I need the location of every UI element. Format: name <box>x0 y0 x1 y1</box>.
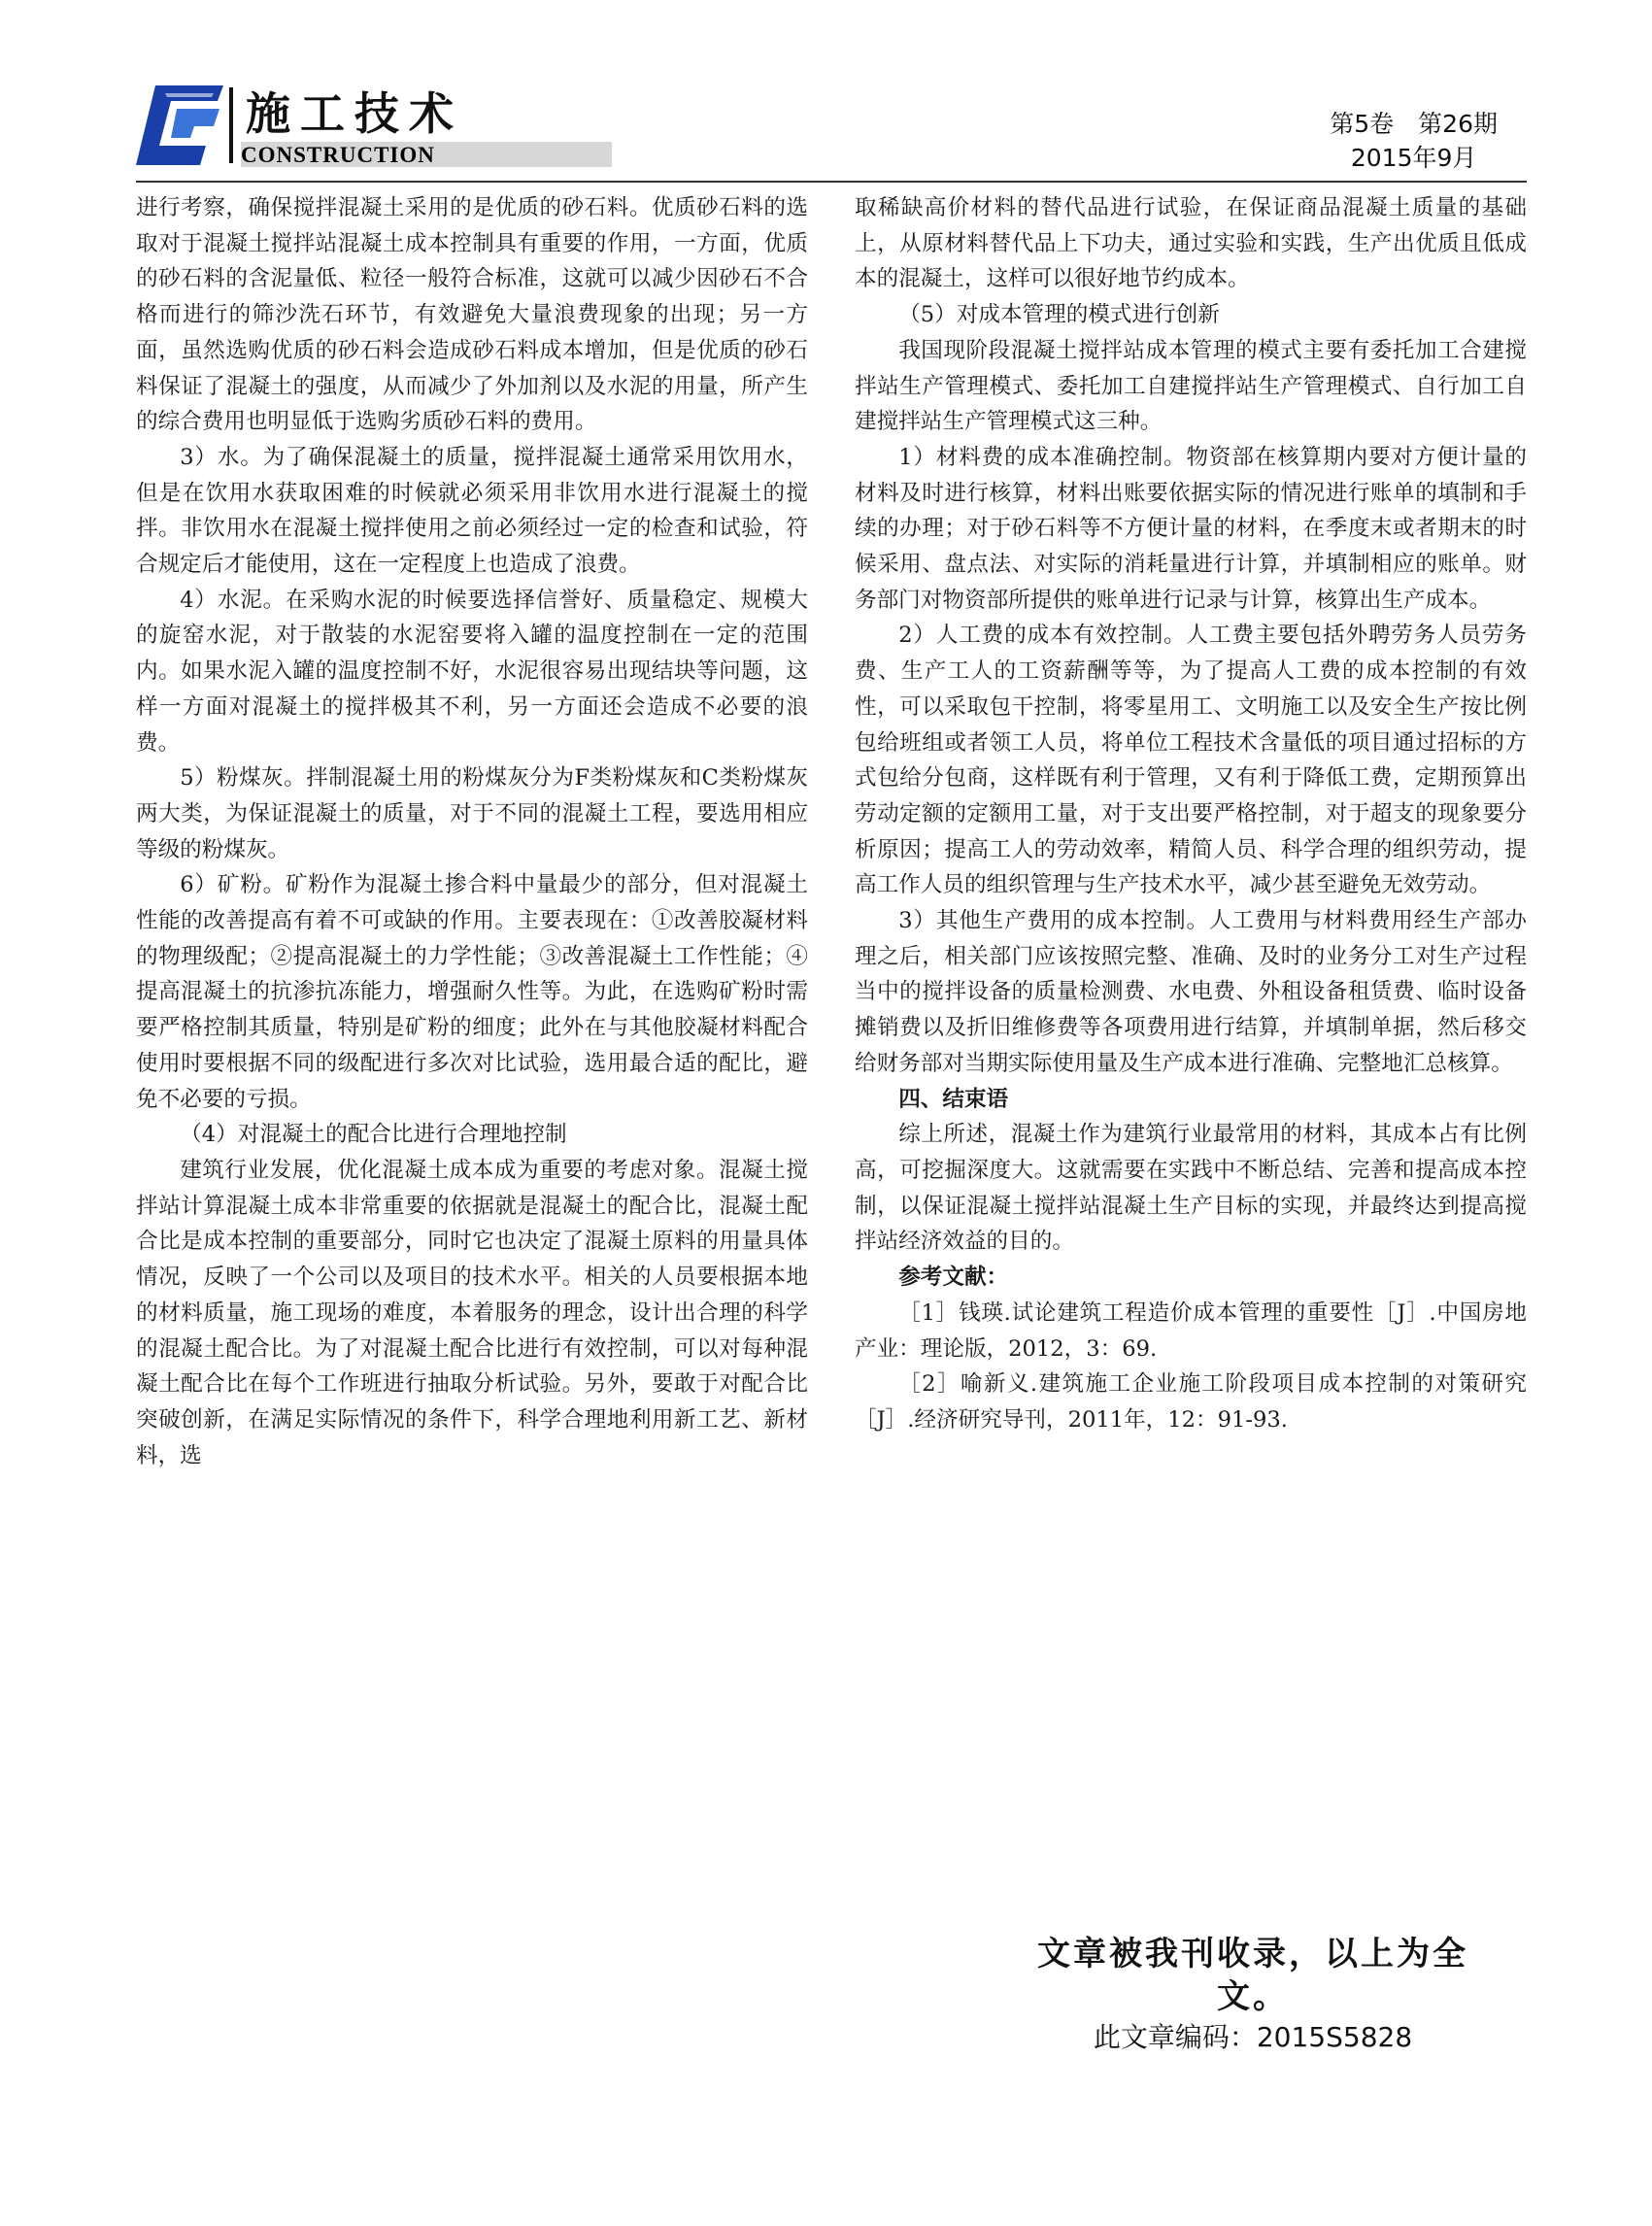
header-rule <box>136 181 1527 183</box>
section-heading: 参考文献： <box>898 1265 1009 1291</box>
paragraph: 5）粉煤灰。拌制混凝土用的粉煤灰分为F类粉煤灰和C类粉煤灰两大类，为保证混凝土的质量，对于不同的混凝土工程，要选用相应等级的粉煤灰。 <box>136 765 808 862</box>
inclusion-notice: 文章被我刊收录，以上为全文。 <box>1037 1935 1468 2016</box>
reference-item: ［2］喻新义.建筑施工企业施工阶段项目成本控制的对策研究［J］.经济研究导刊，2011年，12：91-93. <box>855 1371 1527 1433</box>
paragraph: （5）对成本管理的模式进行创新 <box>898 302 1220 328</box>
paragraph: 2）人工费的成本有效控制。人工费主要包括外聘劳务人员劳务费、生产工人的工资薪酬等等，为了提高人工费的成本控制的有效性，可以采取包干控制，将零星用工、文明施工以及安全生产按比例包给班组或者领工人员，将单位工程技术含量低的项目通过招标的方式包给分包商，这样既有利于管理，又有利于降低工费，定期预算出劳动定额的定额用工量，对于支出要严格控制，对于超支的现象要分析原因；提高工人的劳动效率，精简人员、科学合理的组织劳动，提高工作人员的组织管理与生产技术水平，减少甚至避免无效劳动。 <box>855 623 1527 898</box>
paragraph: （4）对混凝土的配合比进行合理地控制 <box>180 1122 567 1148</box>
issue-date: 2015年9月 <box>1350 144 1477 172</box>
logo-divider <box>229 87 233 163</box>
paragraph: 6）矿粉。矿粉作为混凝土掺合料中量最少的部分，但对混凝土性能的改善提高有着不可或缺的作用。主要表现在：①改善胶凝材料的物理级配；②提高混凝土的力学性能；③改善混凝土工作性能；④提高混凝土的抗渗抗冻能力，增强耐久性等。为此，在选购矿粉时需要严格控制其质量，特别是矿粉的细度；此外在与其他胶凝材料配合使用时要根据不同的级配进行多次对比试验，选用最合适的配比，避免不必要的亏损。 <box>136 872 808 1112</box>
paragraph-continued: 进行考察，确保搅拌混凝土采用的是优质的砂石料。优质砂石料的选取对于混凝土搅拌站混凝土成本控制具有重要的作用，一方面，优质的砂石料的含泥量低、粒径一般符合标准，这就可以减少因砂石不合格而进行的筛沙洗石环节，有效避免大量浪费现象的出现；另一方面，虽然选购优质的砂石料会造成砂石料成本增加，但是优质的砂石料保证了混凝土的强度，从而减少了外加剂以及水泥的用量，所产生的综合费用也明显低于选购劣质砂石料的费用。 <box>136 195 808 435</box>
footer-notice <box>1010 1933 1496 2057</box>
left-column <box>136 190 808 1473</box>
paragraph: 我国现阶段混凝土搅拌站成本管理的模式主要有委托加工合建搅拌站生产管理模式、委托加工自建搅拌站生产管理模式、自行加工自建搅拌站生产管理模式这三种。 <box>855 337 1527 435</box>
volume-issue: 第5卷 第26期 <box>1330 110 1498 138</box>
reference-item: ［1］钱瑛.试论建筑工程造价成本管理的重要性［J］.中国房地产业：理论版，2012，3：69. <box>855 1299 1527 1362</box>
issue-info <box>1330 107 1498 175</box>
journal-title-cn: 施工技术 <box>246 87 463 140</box>
article-code: 此文章编码：2015S5828 <box>1093 2021 1413 2053</box>
paragraph: 3）水。为了确保混凝土的质量，搅拌混凝土通常采用饮用水，但是在饮用水获取困难的时候就必须采用非饮用水进行混凝土的搅拌。非饮用水在混凝土搅拌使用之前必须经过一定的检查和试验，符合规定后才能使用，这在一定程度上也造成了浪费。 <box>136 444 808 578</box>
paragraph: 4）水泥。在采购水泥的时候要选择信誉好、质量稳定、规模大的旋窑水泥，对于散装的水泥窑要将入罐的温度控制在一定的范围内。如果水泥入罐的温度控制不好，水泥很容易出现结块等问题，这样一方面对混凝土的搅拌极其不利，另一方面还会造成不必要的浪费。 <box>136 587 808 756</box>
journal-header <box>136 68 1525 177</box>
paragraph-continued: 取稀缺高价材料的替代品进行试验，在保证商品混凝土质量的基础上，从原材料替代品上下功夫，通过实验和实践，生产出优质且低成本的混凝土，这样可以很好地节约成本。 <box>855 195 1527 292</box>
journal-title-en: CONSTRUCTION <box>241 142 612 167</box>
right-column <box>855 190 1527 1438</box>
paragraph: 1）材料费的成本准确控制。物资部在核算期内要对方便计量的材料及时进行核算，材料出账要依据实际的情况进行账单的填制和手续的办理；对于砂石料等不方便计量的材料，在季度末或者期末的时候采用、盘点法、对实际的消耗量进行计算，并填制相应的账单。财务部门对物资部所提供的账单进行记录与计算，核算出生产成本。 <box>855 444 1527 613</box>
paragraph: 综上所述，混凝土作为建筑行业最常用的材料，其成本占有比例高，可挖掘深度大。这就需要在实践中不断总结、完善和提高成本控制，以保证混凝土搅拌站混凝土生产目标的实现，并最终达到提高搅拌站经济效益的目的。 <box>855 1122 1527 1255</box>
journal-logo-icon <box>136 85 223 165</box>
paragraph: 3）其他生产费用的成本控制。人工费用与材料费用经生产部办理之后，相关部门应该按照完整、准确、及时的业务分工对生产过程当中的搅拌设备的质量检测费、水电费、外租设备租赁费、临时设备摊销费以及折旧维修费等各项费用进行结算，并填制单据，然后移交给财务部对当期实际使用量及生产成本进行准确、完整地汇总核算。 <box>855 908 1527 1076</box>
paragraph: 建筑行业发展，优化混凝土成本成为重要的考虑对象。混凝土搅拌站计算混凝土成本非常重要的依据就是混凝土的配合比，混凝土配合比是成本控制的重要部分，同时它也决定了混凝土原料的用量具体情况，反映了一个公司以及项目的技术水平。相关的人员要根据本地的材料质量，施工现场的难度，本着服务的理念，设计出合理的科学的混凝土配合比。为了对混凝土配合比进行有效控制，可以对每种混凝土配合比在每个工作班进行抽取分析试验。另外，要敢于对配合比突破创新，在满足实际情况的条件下，科学合理地利用新工艺、新材料，选 <box>136 1157 808 1468</box>
section-heading: 四、结束语 <box>898 1086 1009 1112</box>
